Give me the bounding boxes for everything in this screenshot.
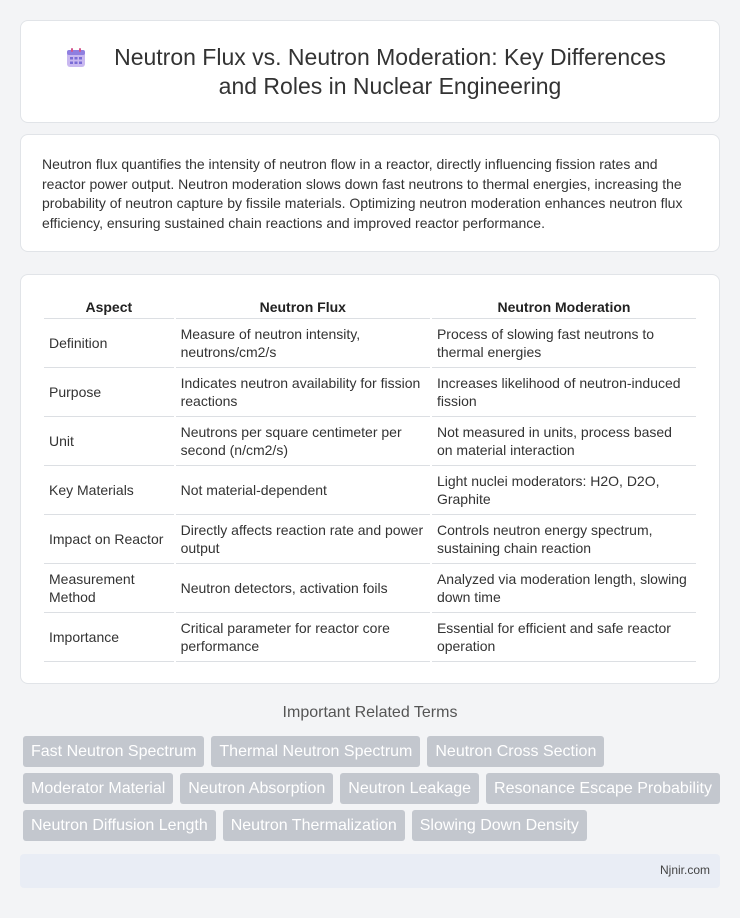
page-title: Neutron Flux vs. Neutron Moderation: Key Differences and Roles in Nuclear Engineering xyxy=(114,44,666,99)
footer xyxy=(20,854,720,888)
tag-row xyxy=(23,736,723,767)
intro-paragraph: Neutron flux quantifies the intensity of neutron flow in a reactor, directly influencing fission rates and reactor power output. Neutron moderation slows down fast neutrons to thermal energies, increasing the probability of neutron capture by fissile materials. Optimizing neutron moderation enhances neutron flux efficiency, ensuring sustained chain reactions and improved reactor performance. xyxy=(42,156,683,231)
cell-neutron-moderation: Analyzed via moderation length, slowing down time xyxy=(432,564,696,613)
cell-neutron-flux: Not material-dependent xyxy=(176,466,430,515)
table-row xyxy=(44,515,696,564)
tag-row xyxy=(23,773,723,804)
cell-neutron-flux: Indicates neutron availability for fission reactions xyxy=(176,368,430,417)
header-neutron-flux: Neutron Flux xyxy=(176,296,430,319)
title-card xyxy=(20,20,720,123)
cell-neutron-moderation: Essential for efficient and safe reactor operation xyxy=(432,613,696,662)
tag-fast-neutron-spectrum[interactable]: Fast Neutron Spectrum xyxy=(23,736,204,767)
footer-site-link[interactable]: Njnir.com xyxy=(659,863,710,877)
related-terms-list xyxy=(23,736,723,847)
tag-slowing-down-density[interactable]: Slowing Down Density xyxy=(412,810,587,841)
cell-aspect: Measurement Method xyxy=(44,564,174,613)
tag-thermal-neutron-spectrum[interactable]: Thermal Neutron Spectrum xyxy=(211,736,420,767)
cell-aspect: Importance xyxy=(44,613,174,662)
tag-moderator-material[interactable]: Moderator Material xyxy=(23,773,173,804)
header-neutron-moderation: Neutron Moderation xyxy=(432,296,696,319)
cell-aspect: Key Materials xyxy=(44,466,174,515)
tag-neutron-absorption[interactable]: Neutron Absorption xyxy=(180,773,333,804)
table-row xyxy=(44,613,696,662)
cell-neutron-flux: Measure of neutron intensity, neutrons/cm2/s xyxy=(176,319,430,368)
cell-aspect: Definition xyxy=(44,319,174,368)
cell-neutron-flux: Neutrons per square centimeter per second (n/cm2/s) xyxy=(176,417,430,466)
tag-resonance-escape-probability[interactable]: Resonance Escape Probability xyxy=(486,773,720,804)
cell-neutron-moderation: Process of slowing fast neutrons to thermal energies xyxy=(432,319,696,368)
table-row xyxy=(44,368,696,417)
cell-neutron-flux: Directly affects reaction rate and power output xyxy=(176,515,430,564)
table-row xyxy=(44,466,696,515)
intro-card xyxy=(20,134,720,252)
related-terms-heading: Important Related Terms xyxy=(282,704,458,721)
tag-neutron-cross-section[interactable]: Neutron Cross Section xyxy=(427,736,604,767)
comparison-table-card xyxy=(20,274,720,684)
cell-neutron-moderation: Not measured in units, process based on material interaction xyxy=(432,417,696,466)
tag-neutron-leakage[interactable]: Neutron Leakage xyxy=(340,773,479,804)
table-row xyxy=(44,417,696,466)
cell-neutron-moderation: Light nuclei moderators: H2O, D2O, Graphite xyxy=(432,466,696,515)
cell-neutron-flux: Critical parameter for reactor core performance xyxy=(176,613,430,662)
cell-neutron-flux: Neutron detectors, activation foils xyxy=(176,564,430,613)
cell-neutron-moderation: Controls neutron energy spectrum, sustaining chain reaction xyxy=(432,515,696,564)
comparison-table xyxy=(42,296,698,662)
tag-row xyxy=(23,810,723,841)
table-row xyxy=(44,319,696,368)
table-header-row xyxy=(44,296,696,319)
tag-neutron-diffusion-length[interactable]: Neutron Diffusion Length xyxy=(23,810,216,841)
cell-neutron-moderation: Increases likelihood of neutron-induced fission xyxy=(432,368,696,417)
cell-aspect: Impact on Reactor xyxy=(44,515,174,564)
tag-neutron-thermalization[interactable]: Neutron Thermalization xyxy=(223,810,405,841)
cell-aspect: Unit xyxy=(44,417,174,466)
header-aspect: Aspect xyxy=(44,296,174,319)
table-row xyxy=(44,564,696,613)
cell-aspect: Purpose xyxy=(44,368,174,417)
